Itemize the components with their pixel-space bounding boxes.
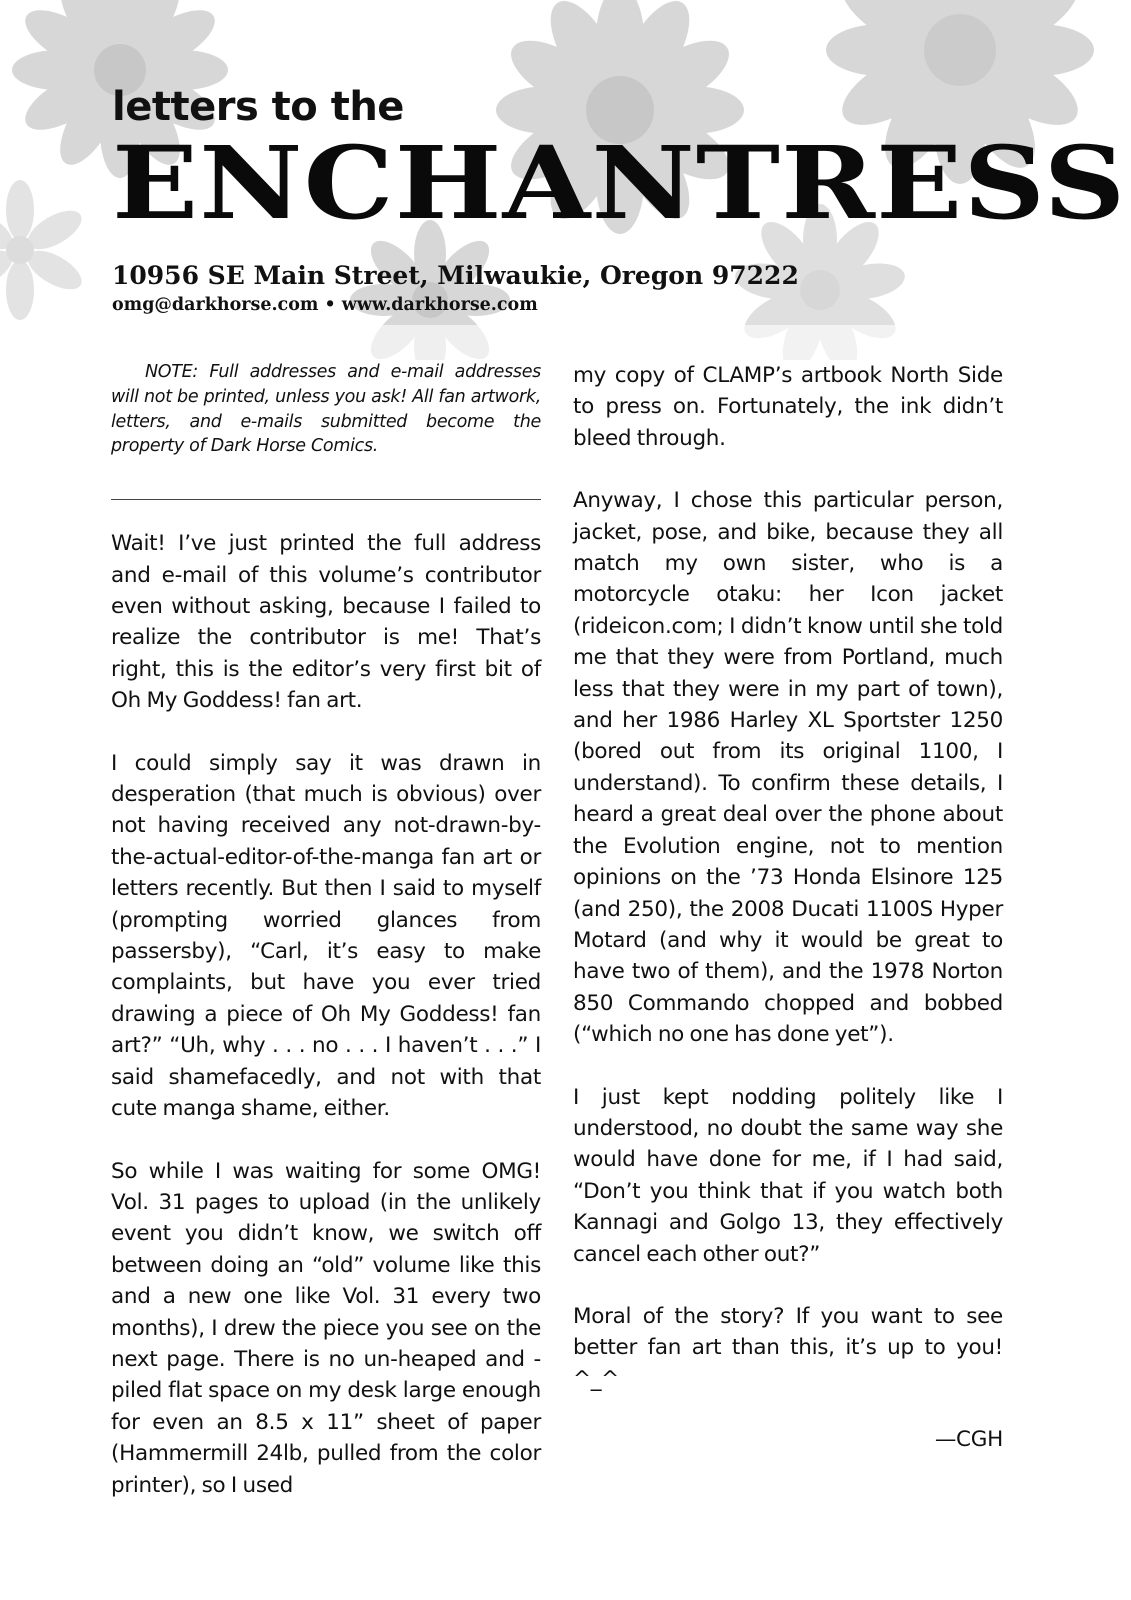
letter-paragraph: Moral of the story? If you want to see better fan art than this, it’s up to you! ^_^	[573, 1303, 1003, 1392]
contact-info: omg@darkhorse.com • www.darkhorse.com	[112, 295, 538, 315]
left-column	[111, 360, 541, 1501]
letter-paragraph: Wait! I’ve just printed the full address and e-mail of this volume’s contributor even without asking, because I failed to realize the contributor is me! That’s right, this is the editor’s very first bit of Oh My Goddess! fan art.	[111, 531, 541, 714]
letter-paragraph: So while I was waiting for some OMG! Vol. 31 pages to upload (in the unlikely event you didn’t know, we switch off between doing an “old” volume like this and a new one like Vol. 31 every two months), I drew the piece you see on the next page. There is no un-heaped and -piled flat space on my desk large enough for even an 8.5 x 11” sheet of paper (Hammermill 24lb, pulled from the color printer), so I used	[111, 1158, 541, 1498]
letter-paragraph: I could simply say it was drawn in desperation (that much is obvious) over not having received any not-drawn-by-the-actual-editor-of-the-manga fan art or letters recently. But then I said to myself (prompting worried glances from passersby), “Carl, it’s easy to make complaints, but have you ever tried drawing a piece of Oh My Goddess! fan art?” “Uh, why . . . no . . . I haven’t . . .” I said shamefacedly, and not with that cute manga shame, either.	[111, 750, 541, 1122]
divider-rule	[111, 499, 541, 500]
right-column	[573, 360, 1003, 1487]
masthead-title: ENCHANTRESS	[112, 124, 1127, 242]
letter-paragraph: my copy of CLAMP’s artbook North Side to press on. Fortunately, the ink didn’t bleed through.	[573, 363, 1003, 451]
header-kicker: letters to the	[112, 84, 404, 130]
letter-paragraph: I just kept nodding politely like I understood, no doubt the same way she would have done for me, if I had said, “Don’t you think that if you watch both Kannagi and Golgo 13, they effectively cancel each other out?”	[573, 1084, 1003, 1267]
mailing-address: 10956 SE Main Street, Milwaukie, Oregon 97222	[112, 261, 799, 290]
letter-paragraph: Anyway, I chose this particular person, jacket, pose, and bike, because they all match my own sister, who is a motorcycle otaku: her Icon jacket (rideicon.com; I didn’t know until she told me that they were from Portland, much less that they were in my part of town), and her 1986 Harley XL Sportster 1250 (bored out from its original 1100, I understand). To confirm these details, I heard a great deal over the phone about the Evolution engine, not to mention opinions on the ’73 Honda Elsinore 125 (and 250), the 2008 Ducati 1100S Hyper Motard (and why it would be great to have two of them), and the 1978 Norton 850 Commando chopped and bobbed (“which no one has done yet”).	[573, 488, 1003, 1048]
signature: —CGH	[934, 1427, 1003, 1453]
submission-note: NOTE: Full addresses and e-mail addresses will not be printed, unless you ask! All fan artwork, letters, and e-mails submitted become the property of Dark Horse Comics.	[111, 362, 541, 457]
